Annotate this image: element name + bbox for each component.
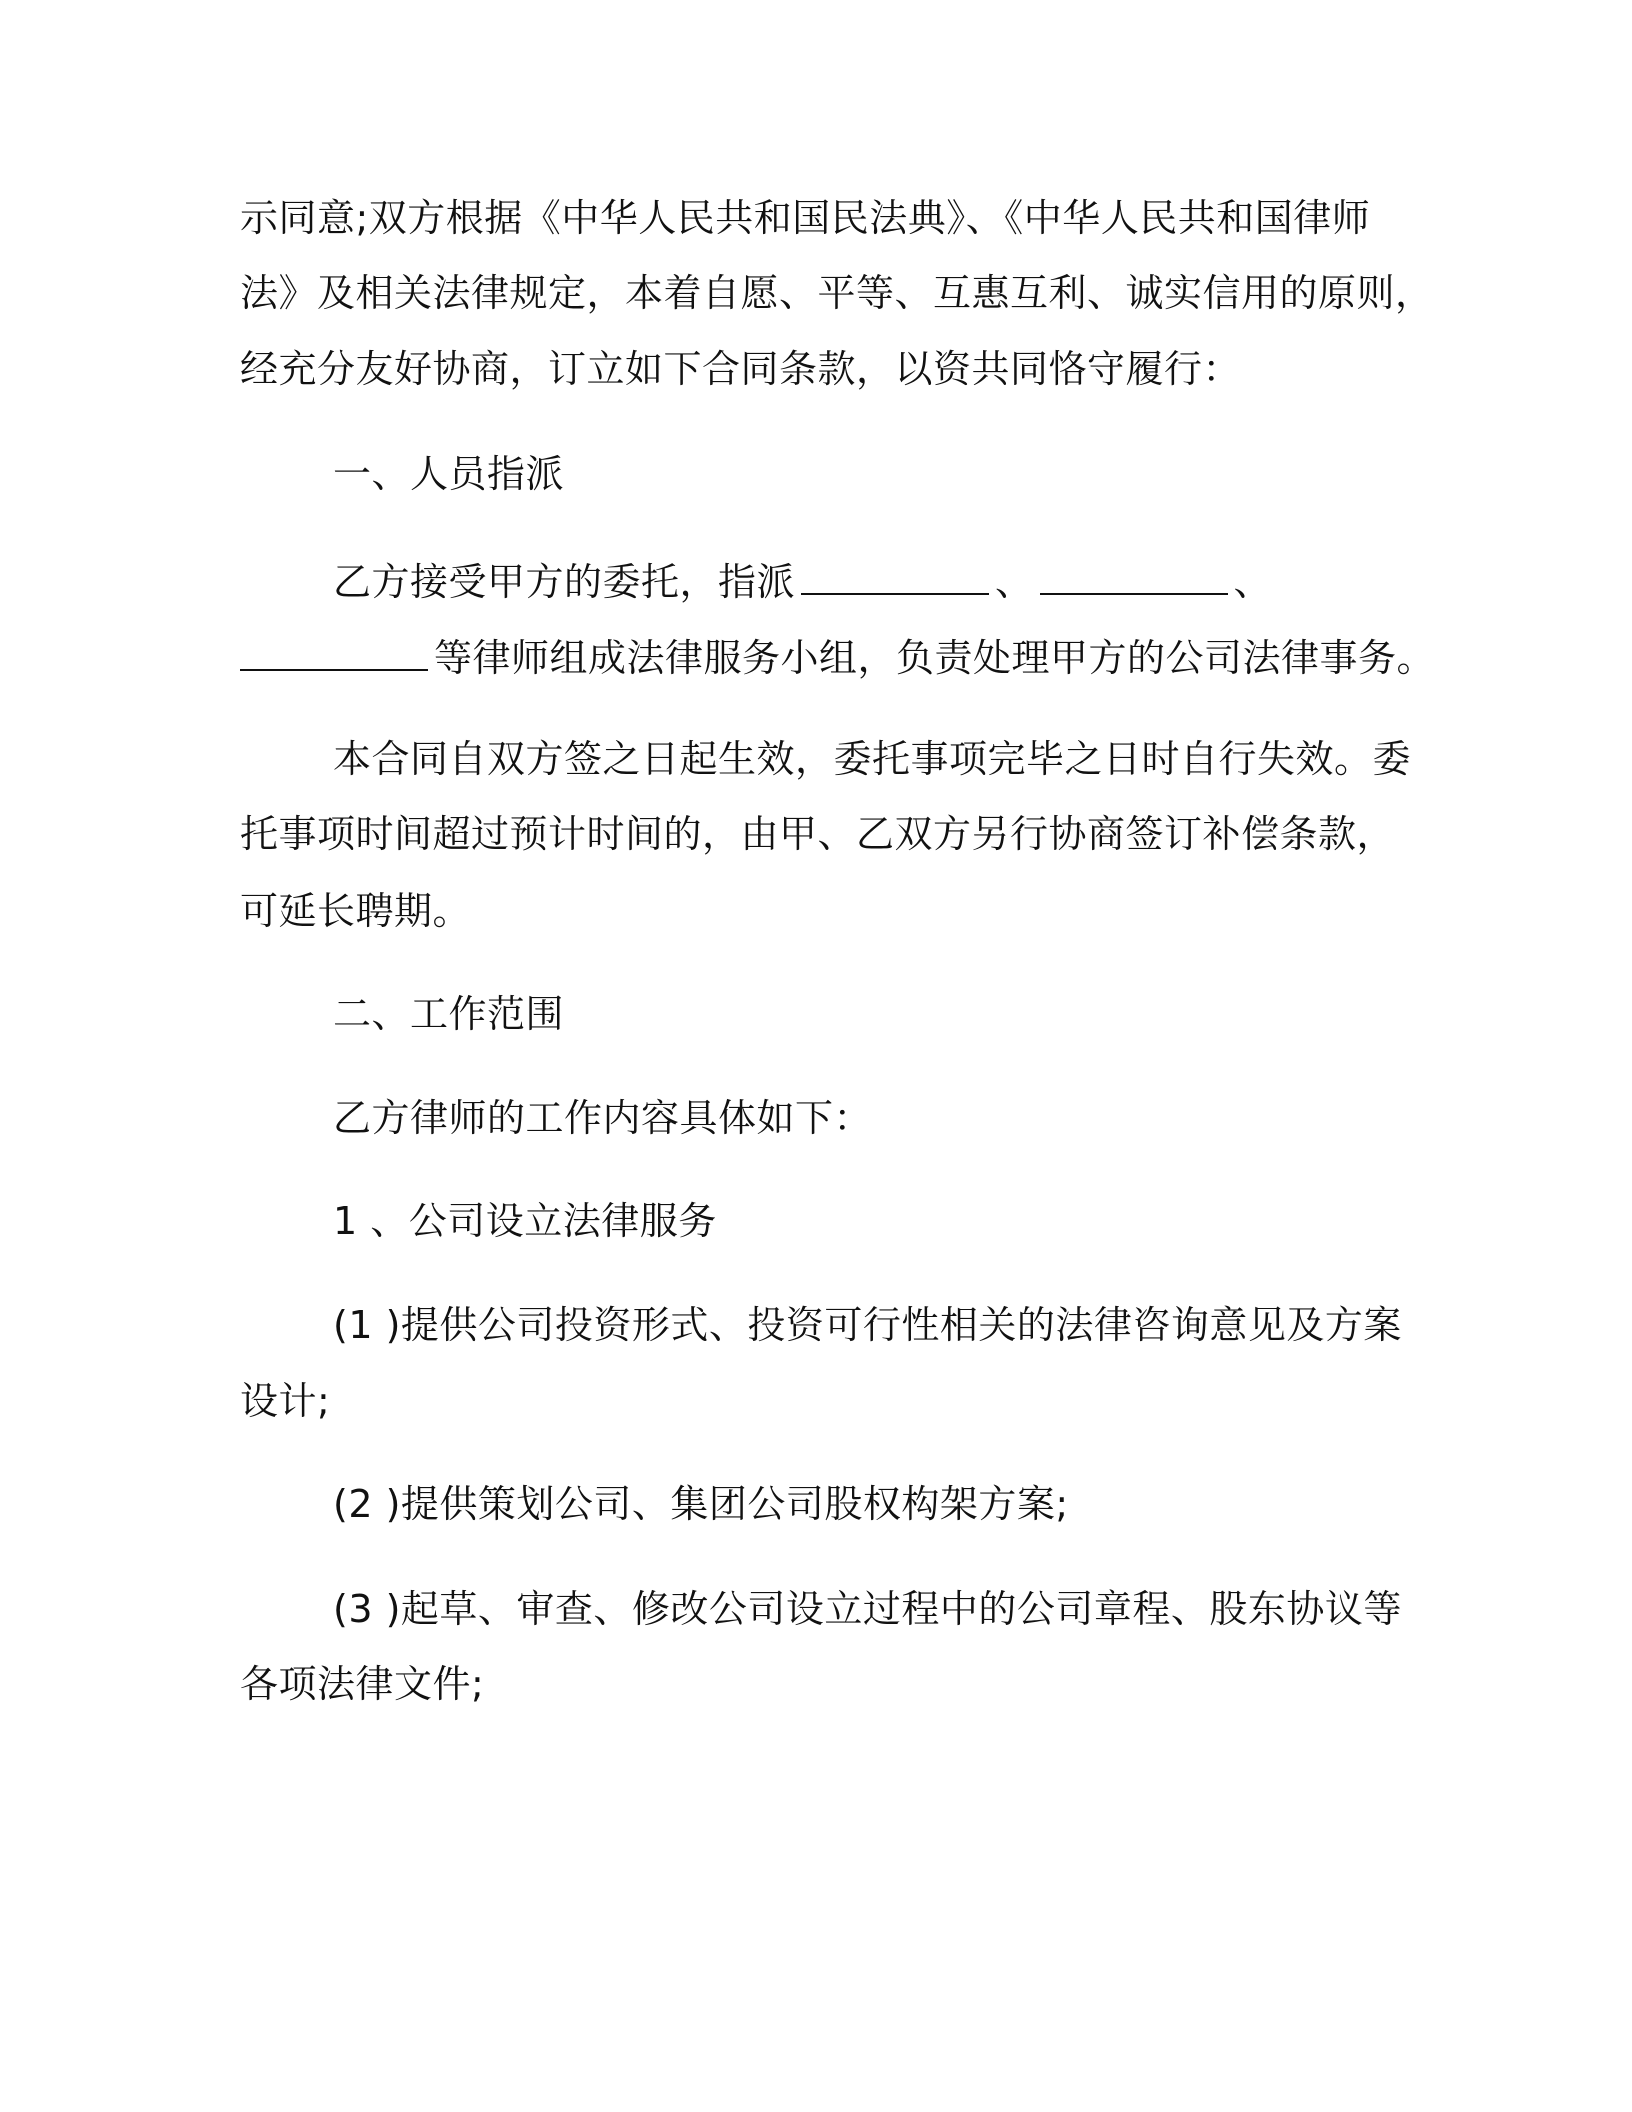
section-2-heading: 二、工作范围 bbox=[333, 992, 565, 1036]
preamble-line-1: 示同意;双方根据《中华人民共和国民法典》、《中华人民共和国律师 bbox=[240, 196, 1371, 240]
lawyer-name-blank-3 bbox=[240, 631, 428, 671]
assignment-line-2 bbox=[240, 631, 1435, 683]
lawyer-name-blank-2 bbox=[1040, 555, 1228, 595]
section-2-intro: 乙方律师的工作内容具体如下： bbox=[333, 1096, 873, 1140]
preamble-line-2: 法》及相关法律规定，本着自愿、平等、互惠互利、诚实信用的原则， bbox=[240, 271, 1434, 315]
term-line-3: 可延长聘期。 bbox=[240, 889, 472, 933]
preamble-line-3: 经充分友好协商，订立如下合同条款，以资共同恪守履行： bbox=[240, 347, 1242, 391]
item-1-heading: 1 、公司设立法律服务 bbox=[333, 1199, 717, 1243]
term-line-1: 本合同自双方签之日起生效，委托事项完毕之日时自行失效。委 bbox=[333, 737, 1412, 781]
item-1-3-line-1: (3 )起草、审查、修改公司设立过程中的公司章程、股东协议等 bbox=[333, 1587, 1402, 1631]
item-1-1-line-2: 设计; bbox=[240, 1379, 331, 1423]
assignment-suffix: 等律师组成法律服务小组，负责处理甲方的公司法律事务。 bbox=[434, 636, 1436, 680]
item-1-1-line-1: (1 )提供公司投资形式、投资可行性相关的法律咨询意见及方案 bbox=[333, 1303, 1402, 1347]
lawyer-name-blank-1 bbox=[801, 555, 989, 595]
assignment-prefix: 乙方接受甲方的委托，指派 bbox=[333, 560, 796, 604]
item-1-2: (2 )提供策划公司、集团公司股权构架方案; bbox=[333, 1482, 1069, 1526]
separator: 、 bbox=[1233, 560, 1273, 604]
separator: 、 bbox=[995, 560, 1034, 604]
section-1-heading: 一、人员指派 bbox=[333, 452, 565, 496]
item-1-3-line-2: 各项法律文件; bbox=[240, 1662, 485, 1706]
assignment-line-1 bbox=[333, 555, 1272, 607]
term-line-2: 托事项时间超过预计时间的，由甲、乙双方另行协商签订补偿条款， bbox=[240, 812, 1396, 856]
